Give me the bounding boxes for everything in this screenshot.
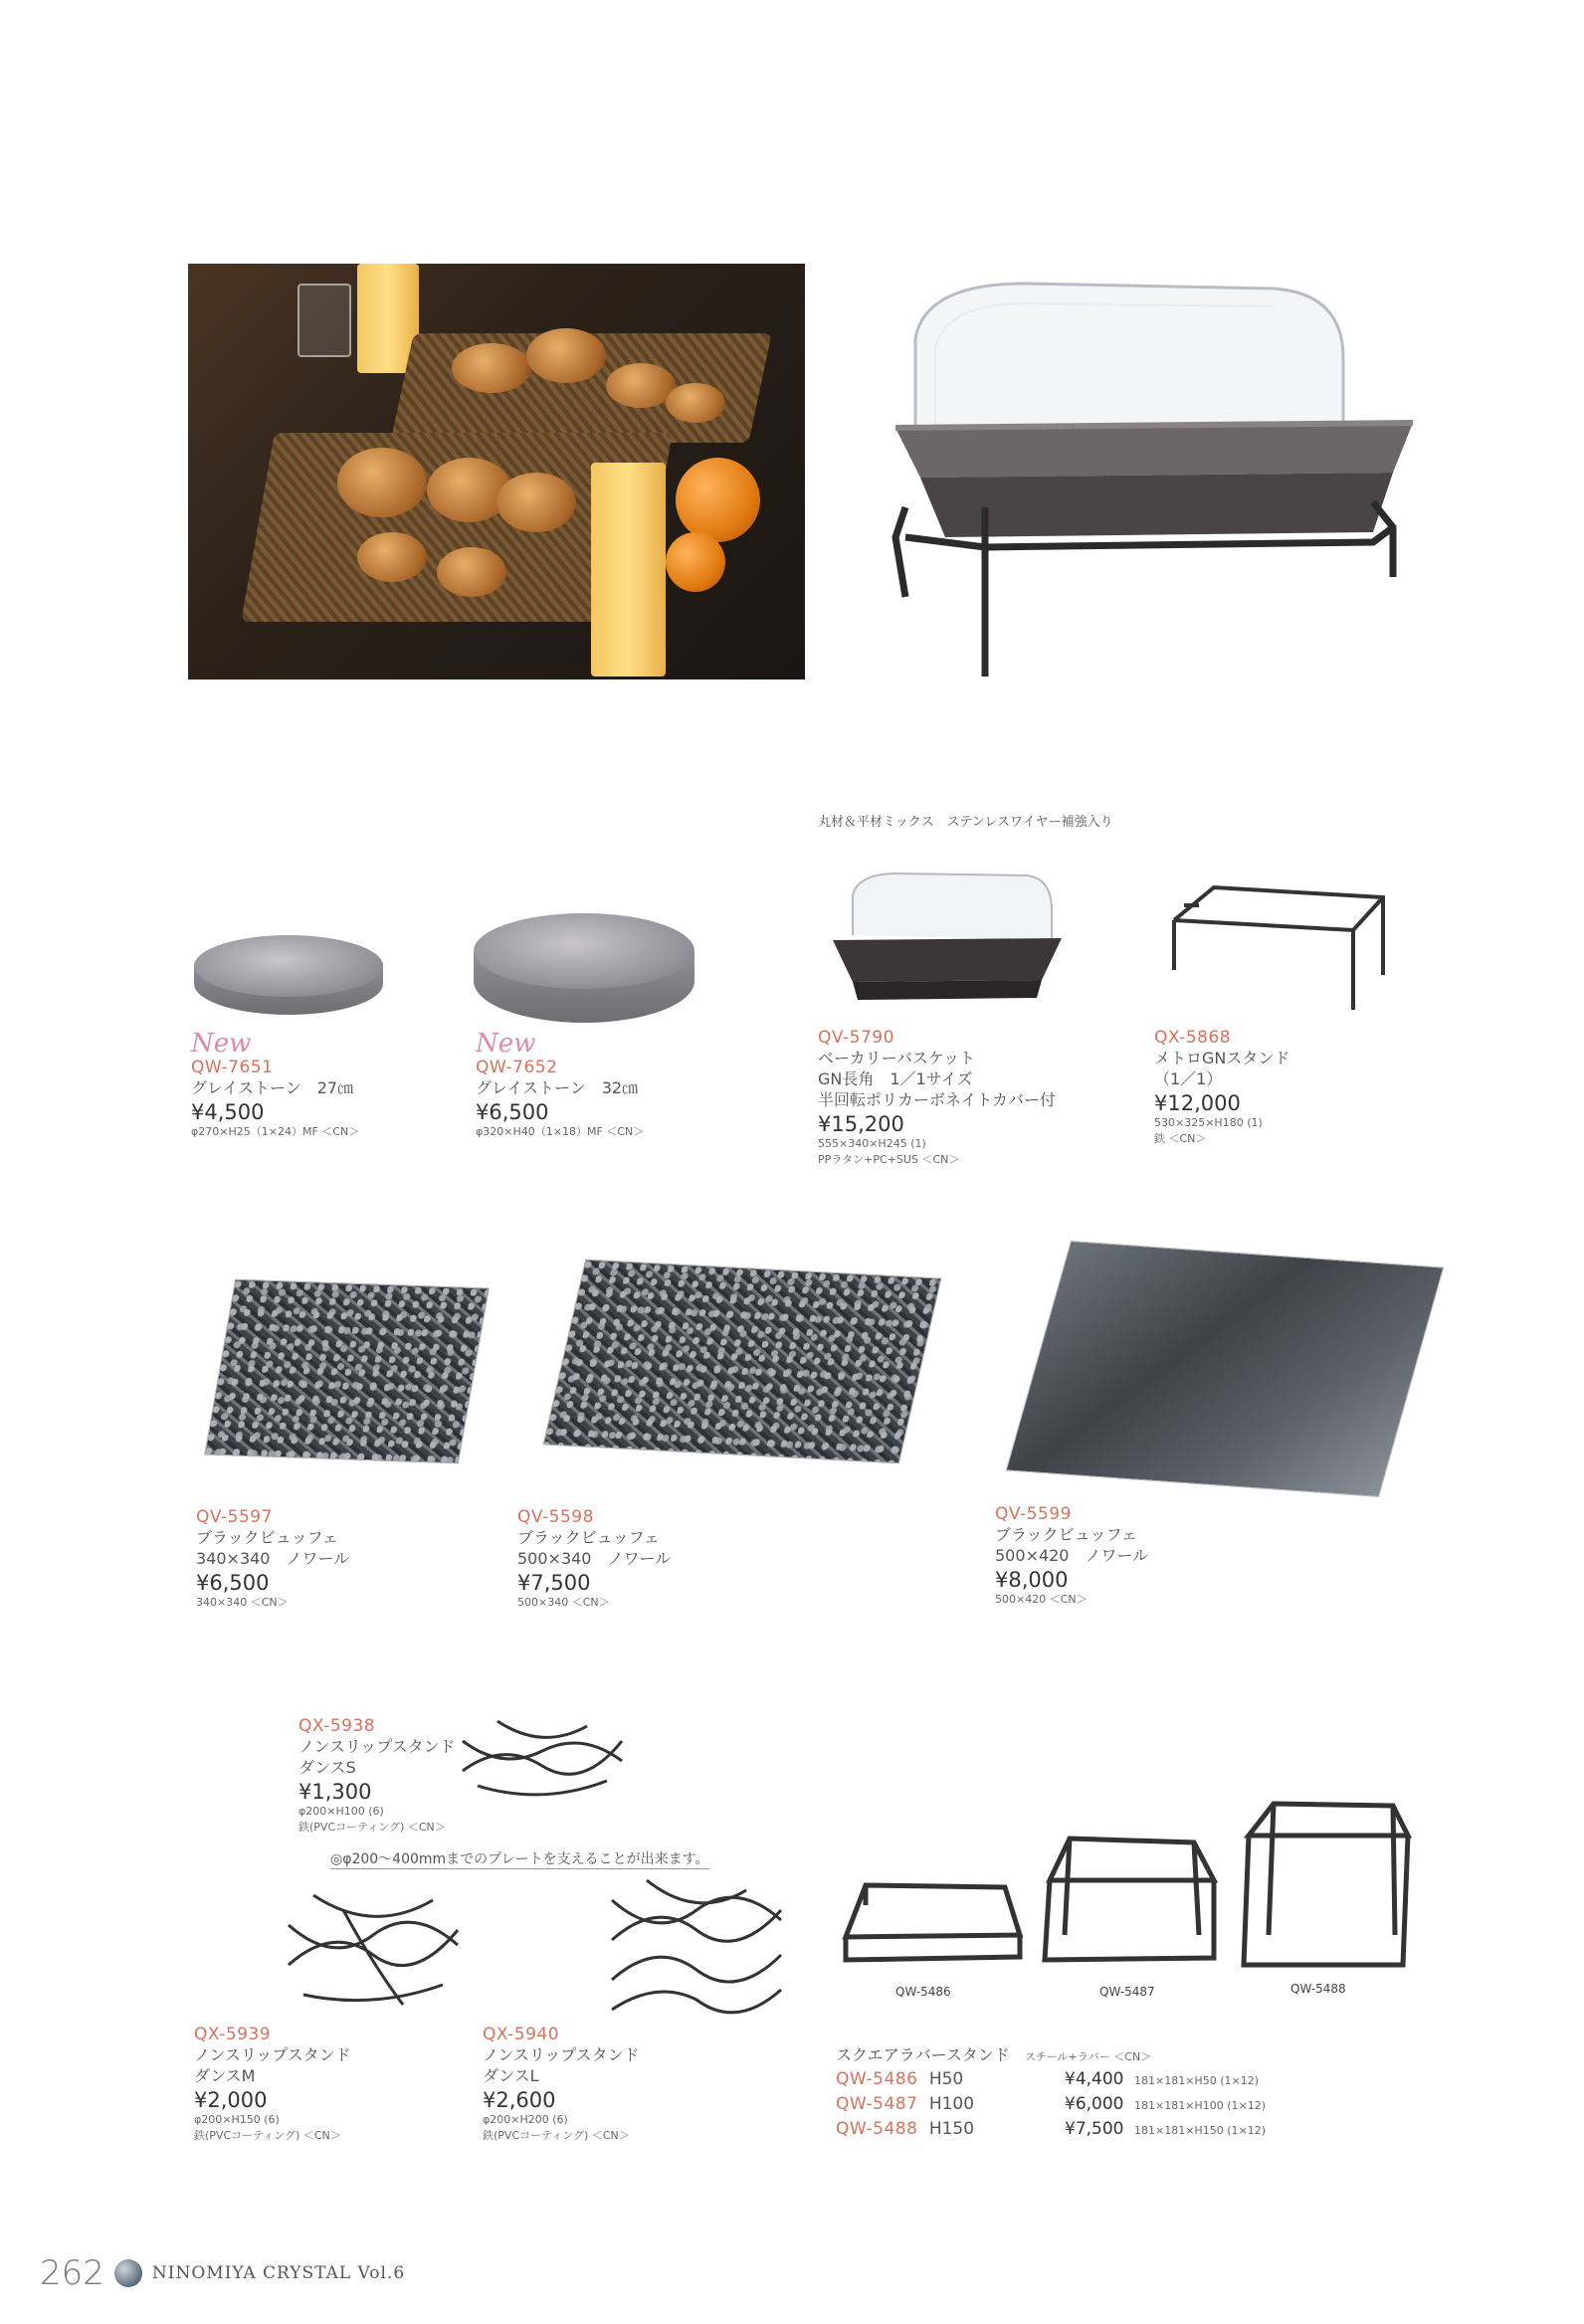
dance-stand-m (284, 1885, 463, 2015)
product-spec: φ200×H200 (6) (483, 2113, 568, 2126)
product-size: 500×340 ノワール (517, 1549, 672, 1568)
square-stand-h100 (1035, 1831, 1224, 1970)
product-material: 鉄(PVCコーティング) ＜CN＞ (194, 2129, 341, 2142)
product-price: ¥12,000 (1154, 1091, 1241, 1115)
new-badge: New (476, 1029, 536, 1059)
product-spec: 530×325×H180 (1) (1154, 1116, 1263, 1129)
square-stand-h150 (1234, 1796, 1413, 1975)
stand-label: QW-5487 (1099, 1985, 1155, 1999)
product-price: ¥4,400 (1065, 2069, 1124, 2089)
product-size: （1／1） (1154, 1069, 1223, 1088)
product-price: ¥7,500 (517, 1571, 591, 1595)
product-material: 鉄(PVCコーティング) ＜CN＞ (298, 1821, 446, 1834)
product-code: QW-7652 (476, 1058, 558, 1077)
product-material: 鉄(PVCコーティング) ＜CN＞ (483, 2129, 630, 2142)
product-qx-5939 (194, 2025, 351, 2144)
product-name: グレイストーン 32㎝ (476, 1078, 639, 1097)
product-variant: ダンスM (194, 2066, 256, 2085)
new-badge: New (191, 1029, 252, 1059)
table-row (836, 2119, 1393, 2144)
product-spec: φ200×H100 (6) (298, 1805, 384, 1818)
product-price: ¥6,500 (476, 1100, 549, 1124)
product-price: ¥6,000 (1065, 2094, 1124, 2114)
product-spec: 555×340×H245 (1) (818, 1137, 926, 1150)
product-name: ノンスリップスタンド (483, 2045, 640, 2064)
bread (452, 343, 531, 393)
product-name: ブラックビュッフェ (196, 1528, 338, 1547)
bread (437, 547, 506, 597)
product-qv-5790 (818, 1028, 1056, 1168)
black-buffet-plate-500x340 (543, 1259, 942, 1464)
product-qx-5940 (483, 2025, 640, 2144)
bread (526, 328, 606, 383)
product-material: スチール+ラバー ＜CN＞ (1024, 2050, 1152, 2063)
product-qx-5938 (298, 1716, 456, 1836)
product-material: 鉄 ＜CN＞ (1154, 1132, 1207, 1145)
product-height: H50 (928, 2069, 964, 2089)
bakery-basket-small (828, 871, 1067, 1010)
product-price: ¥4,500 (191, 1100, 265, 1124)
product-spec: 181×181×H150 (1×12) (1134, 2124, 1266, 2137)
water-glass (297, 284, 351, 357)
product-spec: 500×420 ＜CN＞ (995, 1593, 1088, 1606)
dance-stand-note: ◎φ200〜400mmまでのプレートを支えることが出来ます。 (330, 1848, 709, 1869)
buffet-bread-photo (188, 264, 805, 679)
product-name: ブラックビュッフェ (995, 1525, 1137, 1544)
bread (666, 383, 725, 423)
croissant (496, 473, 576, 532)
product-name: ノンスリップスタンド (194, 2045, 351, 2064)
product-name: グレイストーン 27㎝ (191, 1078, 354, 1097)
globe-icon (114, 2259, 142, 2287)
dance-stand-s (458, 1711, 627, 1811)
page-footer (40, 2253, 405, 2293)
product-material: PPラタン+PC+SUS ＜CN＞ (818, 1153, 960, 1166)
product-code: QX-5940 (483, 2025, 560, 2044)
product-code: QW-5487 (836, 2094, 918, 2114)
product-spec: 181×181×H100 (1×12) (1134, 2099, 1266, 2112)
product-qw-7652 (476, 1030, 644, 1140)
product-price: ¥8,000 (995, 1568, 1069, 1592)
product-size: 500×420 ノワール (995, 1546, 1149, 1565)
stand-label: QW-5488 (1290, 1982, 1346, 1996)
product-qv-5597 (196, 1507, 349, 1611)
product-price: ¥6,500 (196, 1571, 270, 1595)
catalog-brand: NINOMIYA CRYSTAL Vol.6 (151, 2263, 406, 2283)
juice-carafe (591, 463, 666, 677)
square-stand-title-row (836, 2044, 1151, 2065)
product-qv-5598 (517, 1507, 671, 1611)
square-stand-table (836, 2069, 1393, 2144)
table-row (836, 2094, 1393, 2119)
product-price: ¥2,600 (483, 2088, 556, 2112)
covered-basket-on-stand (876, 279, 1413, 686)
product-price: ¥7,500 (1065, 2119, 1124, 2139)
product-qx-5868 (1154, 1028, 1289, 1147)
product-code: QW-5488 (836, 2119, 918, 2139)
product-code: QW-5486 (836, 2069, 918, 2089)
square-stand-h50 (836, 1875, 1025, 1975)
product-code: QV-5597 (196, 1507, 273, 1527)
page-number: 262 (40, 2253, 104, 2293)
black-buffet-plate-500x420 (1006, 1241, 1445, 1497)
stand-label: QW-5486 (895, 1985, 951, 1999)
product-variant: ダンスL (483, 2066, 539, 2085)
product-code: QX-5868 (1154, 1028, 1232, 1048)
product-spec: 500×340 ＜CN＞ (517, 1596, 610, 1609)
product-price: ¥1,300 (298, 1780, 372, 1804)
metro-gn-stand (1154, 875, 1393, 1015)
product-caption: 丸材＆平材ミックス ステンレスワイヤー補強入り (818, 815, 1113, 830)
product-price: ¥2,000 (194, 2088, 268, 2112)
croissant (337, 448, 427, 517)
product-qw-7651 (191, 1030, 359, 1140)
product-spec: 181×181×H50 (1×12) (1134, 2074, 1259, 2087)
product-code: QW-7651 (191, 1058, 274, 1077)
product-qv-5599 (995, 1504, 1148, 1608)
product-code: QX-5939 (194, 2025, 272, 2044)
product-name: ベーカリーバスケット (818, 1049, 976, 1067)
grey-stone-27 (194, 935, 383, 997)
bread (357, 532, 427, 582)
product-code: QV-5599 (995, 1504, 1072, 1524)
product-code: QV-5790 (818, 1028, 894, 1048)
product-code: QV-5598 (517, 1507, 594, 1527)
product-spec: 340×340 ＜CN＞ (196, 1596, 289, 1609)
product-name: ノンスリップスタンド (298, 1737, 456, 1756)
product-height: H150 (928, 2119, 975, 2139)
product-code: QX-5938 (298, 1716, 376, 1736)
product-name: メトロGNスタンド (1154, 1049, 1290, 1067)
product-name: スクエアラバースタンド (836, 2045, 1010, 2064)
product-size: GN長角 1／1サイズ (818, 1069, 973, 1088)
product-size: 340×340 ノワール (196, 1549, 350, 1568)
orange (666, 532, 725, 592)
product-variant: ダンスS (298, 1758, 356, 1777)
product-height: H100 (928, 2094, 975, 2114)
dance-stand-l (607, 1870, 786, 2039)
product-price: ¥15,200 (818, 1112, 904, 1136)
orange (676, 458, 760, 542)
table-row (836, 2069, 1393, 2094)
product-spec: φ200×H150 (6) (194, 2113, 280, 2126)
product-name: ブラックビュッフェ (517, 1528, 660, 1547)
grey-stone-32 (474, 913, 694, 989)
product-spec: φ270×H25（1×24）MF ＜CN＞ (191, 1125, 360, 1138)
product-feature: 半回転ポリカーボネイトカバー付 (818, 1090, 1057, 1109)
product-spec: φ320×H40（1×18）MF ＜CN＞ (476, 1125, 645, 1138)
black-buffet-plate-340 (204, 1279, 490, 1464)
